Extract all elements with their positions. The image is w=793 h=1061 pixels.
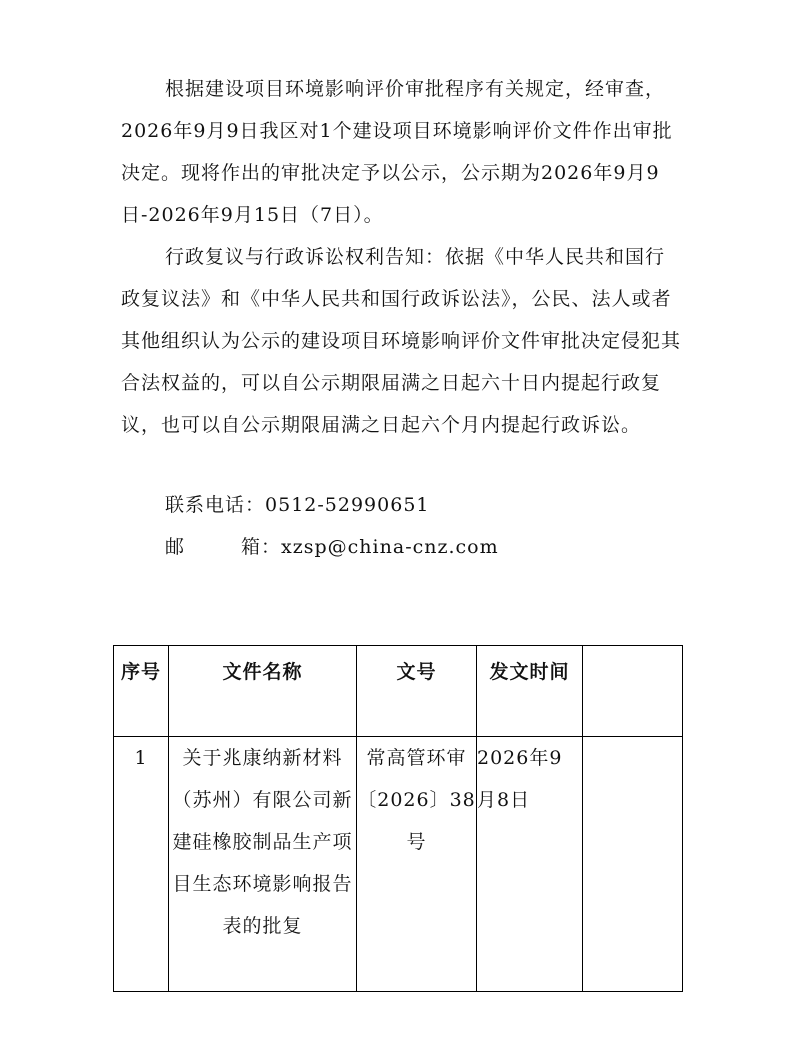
cell-extra [583, 737, 683, 992]
email-label-part-1: 邮 [165, 536, 186, 558]
cell-doc-number: 常高管环审〔2026〕38号 [357, 737, 477, 992]
header-extra [583, 646, 683, 737]
contact-email-line [121, 526, 681, 568]
header-file-name: 文件名称 [169, 646, 357, 737]
phone-number: 0512-52990651 [265, 494, 430, 516]
table-header-row [114, 646, 683, 737]
phone-label: 联系电话： [165, 494, 266, 516]
email-address: xzsp@china-cnz.com [281, 536, 499, 558]
cell-issue-date: 2026年9月8日 [477, 737, 583, 992]
approval-table [113, 645, 683, 992]
header-seq: 序号 [114, 646, 169, 737]
notice-paragraph-rights: 行政复议与行政诉讼权利告知：依据《中华人民共和国行政复议法》和《中华人民共和国行政诉讼法》，公民、法人或者其他组织认为公示的建设项目环境影响评价文件审批决定侵犯其合法权益的，可以自公示期限届满之日起六十日内提起行政复议，也可以自公示期限届满之日起六个月内提起行政诉讼。 [121, 246, 682, 436]
header-doc-number: 文号 [357, 646, 477, 737]
contact-phone-line [121, 484, 681, 526]
notice-paragraph-publication: 根据建设项目环境影响评价审批程序有关规定，经审查，2026年9月9日我区对1个建设项目环境影响评价文件作出审批决定。现将作出的审批决定予以公示，公示期为2026年9月9日-2026年9月15日（7日）。 [121, 78, 673, 226]
header-issue-date: 发文时间 [477, 646, 583, 737]
cell-seq: 1 [114, 737, 169, 992]
table-row [114, 737, 683, 992]
cell-file-name: 关于兆康纳新材料（苏州）有限公司新建硅橡胶制品生产项目生态环境影响报告表的批复 [169, 737, 357, 992]
email-label-part-2: 箱： [241, 536, 282, 558]
